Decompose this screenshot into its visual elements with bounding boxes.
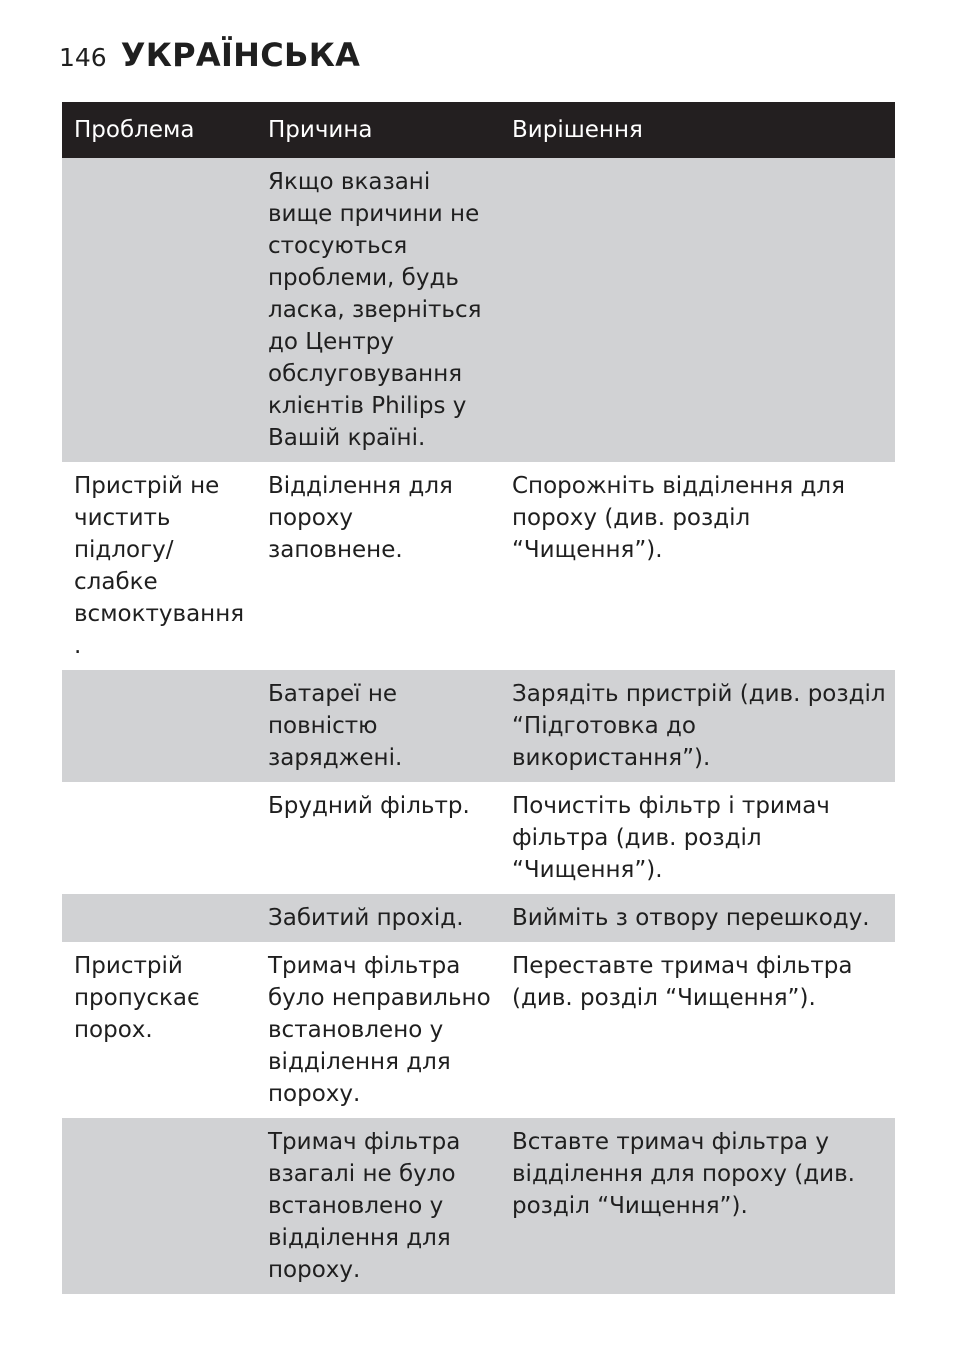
problem-cell: Пристрій пропускає порох. — [74, 953, 200, 1043]
solution-cell: Зарядіть пристрій (див. розділ “Підготовка до використання”). — [500, 670, 895, 782]
table-row — [62, 942, 895, 1118]
problem-cell — [62, 670, 256, 782]
problem-cell — [62, 782, 256, 894]
column-header-problem: Проблема — [62, 102, 256, 158]
cause-cell: Батареї не повністю заряджені. — [256, 670, 500, 782]
table-row — [62, 1118, 895, 1294]
cause-cell: Відділення для пороху заповнене. — [268, 473, 453, 563]
page-header — [59, 36, 360, 74]
page-number: 146 — [59, 43, 107, 72]
solution-cell: Переставте тримач фільтра (див. розділ “Чищення”). — [512, 953, 853, 1011]
table-row — [62, 670, 895, 782]
cause-cell: Брудний фільтр. — [268, 793, 470, 819]
cause-cell: Якщо вказані вище причини не стосуються проблеми, будь ласка, зверніться до Центру обслуговування клієнтів Philips у Вашій країні. — [256, 158, 500, 462]
column-header-cause: Причина — [256, 102, 500, 158]
cause-cell: Забитий прохід. — [256, 894, 500, 942]
solution-cell: Спорожніть відділення для пороху (див. розділ “Чищення”). — [512, 473, 845, 563]
problem-cell: Пристрій не чистить підлогу/ слабке всмоктування. — [74, 473, 245, 659]
cause-cell: Тримач фільтра було неправильно встановлено у відділення для пороху. — [268, 953, 491, 1107]
table-header-row — [62, 102, 895, 158]
solution-cell: Вставте тримач фільтра у відділення для пороху (див. розділ “Чищення”). — [500, 1118, 895, 1294]
table-row — [62, 782, 895, 894]
cause-cell: Тримач фільтра взагалі не було встановлено у відділення для пороху. — [256, 1118, 500, 1294]
problem-cell — [62, 894, 256, 942]
solution-cell: Почистіть фільтр і тримач фільтра (див. розділ “Чищення”). — [512, 793, 830, 883]
problem-cell — [62, 1118, 256, 1294]
problem-cell — [62, 158, 256, 462]
table-row — [62, 894, 895, 942]
solution-cell: Вийміть з отвору перешкоду. — [500, 894, 895, 942]
column-header-solution: Вирішення — [500, 102, 895, 158]
section-title: УКРАЇНСЬКА — [120, 36, 361, 74]
table-row — [62, 462, 895, 670]
table-row — [62, 158, 895, 462]
troubleshooting-table — [62, 102, 895, 1294]
solution-cell — [500, 158, 895, 462]
